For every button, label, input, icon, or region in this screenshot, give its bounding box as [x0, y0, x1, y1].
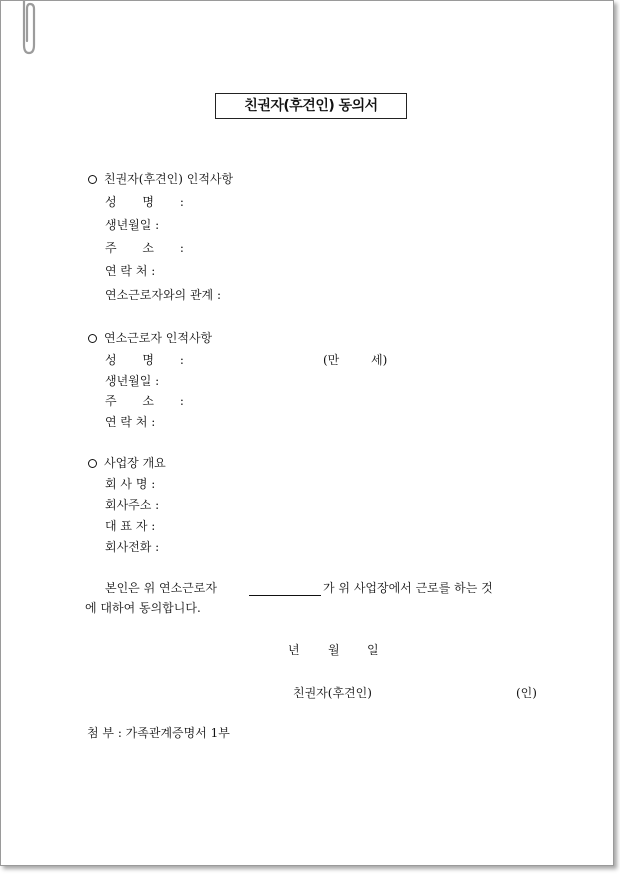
- worker-age-open: (만: [323, 353, 340, 367]
- consent-text-part1: 본인은 위 연소근로자: [105, 581, 217, 595]
- guardian-contact-label: 연 락 처 :: [105, 264, 156, 278]
- section1-heading: 친권자(후견인) 인적사항: [104, 172, 234, 186]
- company-name-label: 회 사 명 :: [105, 477, 156, 491]
- company-phone-label: 회사전화 :: [105, 540, 160, 554]
- date-year-label: 년: [288, 643, 300, 657]
- worker-birth-label: 생년월일 :: [105, 374, 160, 388]
- date-day-label: 일: [367, 643, 379, 657]
- section2-bullet-icon: [88, 334, 97, 343]
- worker-age-close: 세): [371, 353, 388, 367]
- signer-label: 친권자(후견인): [293, 686, 372, 700]
- worker-name-label: 성 명 :: [105, 353, 184, 367]
- guardian-relation-label: 연소근로자와의 관계 :: [105, 288, 222, 302]
- consent-text-part2: 가 위 사업장에서 근로를 하는 것: [323, 581, 493, 595]
- section3-bullet-icon: [88, 459, 97, 468]
- company-address-label: 회사주소 :: [105, 498, 160, 512]
- worker-name-blank: [249, 595, 321, 596]
- section1-bullet-icon: [88, 175, 97, 184]
- worker-address-label: 주 소 :: [105, 394, 184, 408]
- worker-contact-label: 연 락 처 :: [105, 415, 156, 429]
- guardian-address-label: 주 소 :: [105, 241, 184, 255]
- company-ceo-label: 대 표 자 :: [105, 519, 156, 533]
- paperclip-icon: [17, 0, 39, 59]
- section2-heading: 연소근로자 인적사항: [104, 331, 213, 345]
- date-month-label: 월: [328, 643, 340, 657]
- document-title: 친권자(후견인) 동의서: [215, 93, 407, 119]
- guardian-name-label: 성 명 :: [105, 195, 184, 209]
- guardian-birth-label: 생년월일 :: [105, 218, 160, 232]
- attachment-note: 첨 부 : 가족관계증명서 1부: [87, 726, 230, 740]
- signer-seal: (인): [516, 686, 537, 700]
- section3-heading: 사업장 개요: [104, 456, 166, 470]
- consent-text-line2: 에 대하여 동의합니다.: [85, 601, 201, 615]
